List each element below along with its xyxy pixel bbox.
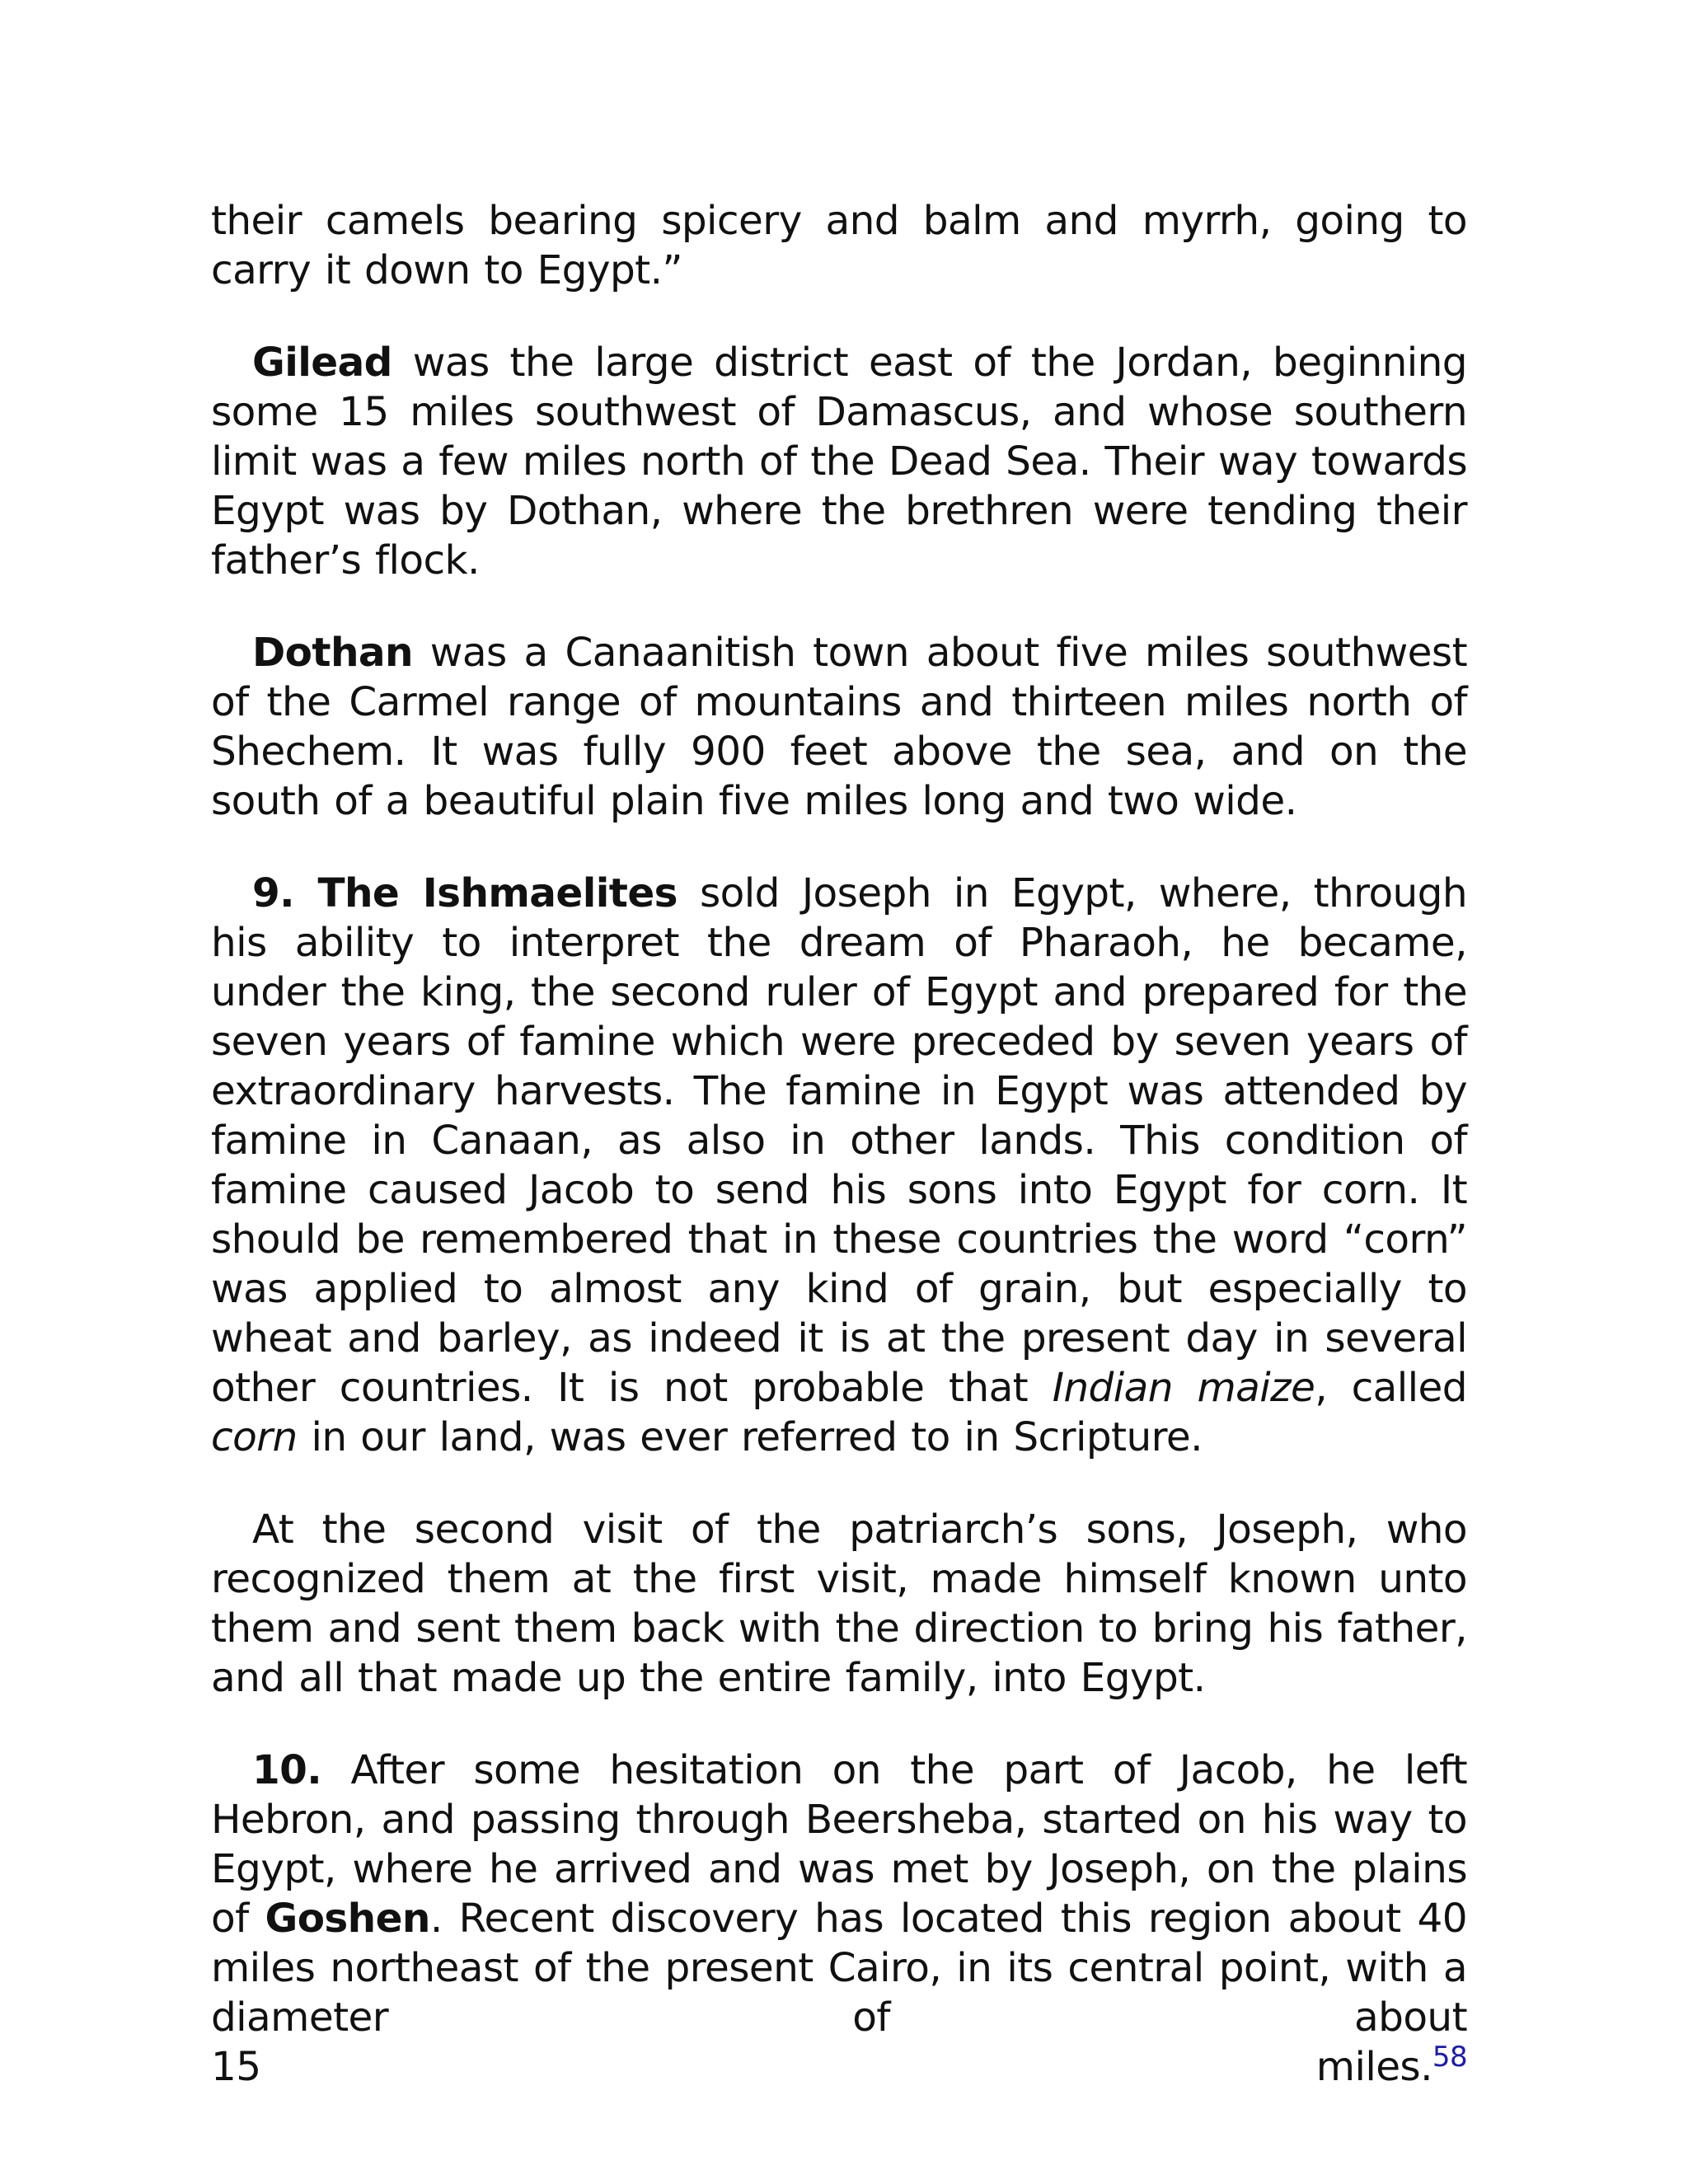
term-ishmaelites: 9. The Ishmaelites: [252, 870, 678, 916]
paragraph-text: their camels bearing spicery and balm and myrrh, going to carry it down to Egypt.”: [211, 198, 1467, 293]
term-gilead: Gilead: [252, 340, 392, 386]
paragraph-continuation: [211, 196, 1467, 295]
paragraph-goshen: [211, 1746, 1467, 2092]
paragraph-text: was a Canaanitish town about five miles southwest of the Carmel range of mountains and thirteen miles north of Shechem. It was fully 900 feet above the sea, and on the south of a beautiful plain five miles long and two wide.: [211, 630, 1467, 824]
paragraph-text: in our land, was ever referred to in Scripture.: [297, 1414, 1203, 1460]
paragraph-text: was the large district east of the Jordan, beginning some 15 miles southwest of Damascus, and whose southern limit was a few miles north of the Dead Sea. Their way towards Egypt was by Dothan, where the brethren were tending their father’s flock.: [211, 340, 1467, 583]
paragraph-second-visit: [211, 1505, 1467, 1703]
term-dothan: Dothan: [252, 630, 413, 676]
paragraph-text: sold Joseph in Egypt, where, through his ability to interpret the dream of Pharaoh, he became, under the king, the second ruler of Egypt and prepared for the seven years of famine which were preceded by seven years of extraordinary harvests. The famine in Egypt was attended by famine in Canaan, as also in other lands. This condition of famine caused Jacob to send his sons into Egypt for corn. It should be remembered that in these countries the word “corn” was applied to almost any kind of grain, but especially to wheat and barley, as indeed it is at the present day in several other countries. It is not probable that: [211, 870, 1467, 1411]
paragraph-text: , called: [1315, 1365, 1467, 1411]
italic-indian-maize: Indian maize: [1052, 1365, 1315, 1411]
footnote-link[interactable]: 58: [1432, 2040, 1467, 2074]
paragraph-text: At the second visit of the patriarch’s sons, Joseph, who recognized them at the first visit, made himself known unto them and sent them back with the direction to bring his father, and all that made up the entire family, into Egypt.: [211, 1507, 1467, 1701]
paragraph-ishmaelites: [211, 869, 1467, 1462]
final-line: [211, 2042, 1467, 2092]
paragraph-dothan: [211, 628, 1467, 826]
paragraph-text: 15 miles.: [211, 2044, 1432, 2090]
term-section-10: 10.: [252, 1747, 322, 1793]
paragraph-gilead: [211, 338, 1467, 585]
paragraph-text: . Recent discovery has located this region about 40 miles northeast of the present Cairo, in its central point, with a diameter of about: [211, 1896, 1467, 2041]
document-page: [211, 196, 1467, 2135]
italic-corn: corn: [211, 1414, 298, 1460]
term-goshen: Goshen: [265, 1896, 430, 1942]
paragraph-text: After some hesitation on the part of Jacob, he left Hebron, and passing through Beersheba, started on his way to Egypt, where he arrived and was met by Joseph, on the plains of: [211, 1747, 1467, 1942]
